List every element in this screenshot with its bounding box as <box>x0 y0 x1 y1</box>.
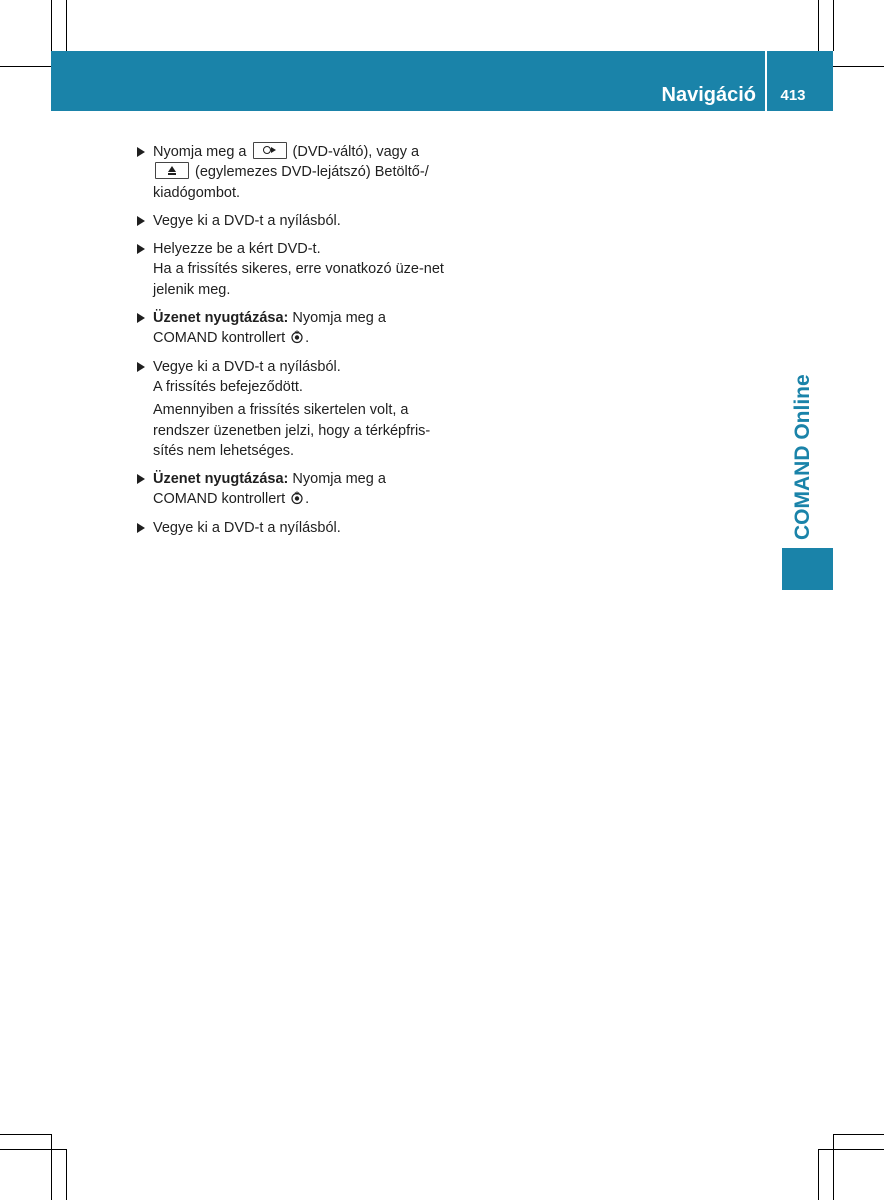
step-text: Vegye ki a DVD-t a nyílásból. <box>153 212 341 229</box>
chapter-label: COMAND Online <box>791 374 814 540</box>
step-item <box>137 211 447 231</box>
crop-mark <box>818 0 819 51</box>
step-text: Nyomja meg a <box>292 471 386 488</box>
crop-mark <box>66 1149 67 1200</box>
step-heading: Üzenet nyugtázása: <box>153 471 289 488</box>
crop-mark <box>0 1149 66 1150</box>
crop-mark <box>0 66 51 67</box>
bullet-arrow-icon <box>137 313 145 323</box>
step-item <box>137 469 447 510</box>
step-item <box>137 357 447 461</box>
step-text: Helyezze be a kért DVD-t. <box>153 241 321 258</box>
controller-press-icon <box>290 491 304 505</box>
step-text: (egylemezes DVD-lejátszó) Betöltő-/ <box>195 164 429 181</box>
step-item <box>137 518 447 538</box>
section-title: Navigáció <box>661 84 756 106</box>
step-item <box>137 308 447 349</box>
step-note: Amennyiben a frissítés sikertelen volt, a rendszer üzenetben jelzi, hogy a térképfris-sítés nem lehetséges. <box>153 402 431 459</box>
crop-mark <box>833 0 834 51</box>
step-text: Vegye ki a DVD-t a nyílásból. <box>153 519 341 536</box>
step-text: COMAND kontrollert <box>153 491 286 508</box>
step-text: . <box>305 330 310 347</box>
crop-mark <box>818 1149 884 1150</box>
step-result: Ha a frissítés sikeres, erre vonatkozó üze-net jelenik meg. <box>153 261 444 298</box>
step-text: Nyomja meg a <box>153 144 247 160</box>
step-text: Vegye ki a DVD-t a nyílásból. <box>153 358 341 375</box>
step-text: kiadógombot. <box>153 184 241 201</box>
step-heading: Üzenet nyugtázása: <box>153 310 289 327</box>
crop-mark <box>818 1149 819 1200</box>
crop-mark <box>833 1134 834 1200</box>
crop-mark <box>51 0 52 51</box>
controller-press-icon <box>290 330 304 344</box>
bullet-arrow-icon <box>137 362 145 372</box>
crop-mark <box>51 1134 52 1200</box>
step-text: (DVD-váltó), vagy a <box>292 144 420 160</box>
page-number: 413 <box>780 87 806 104</box>
crop-mark <box>833 1134 884 1135</box>
bullet-arrow-icon <box>137 216 145 226</box>
bullet-arrow-icon <box>137 523 145 533</box>
bullet-arrow-icon <box>137 474 145 484</box>
step-result: A frissítés befejeződött. <box>153 378 303 395</box>
step-item <box>137 239 447 300</box>
crop-mark <box>66 0 67 51</box>
step-item <box>137 142 447 203</box>
crop-mark <box>833 66 884 67</box>
instruction-list <box>137 142 447 546</box>
header-divider <box>765 51 767 111</box>
eject-icon <box>155 162 189 179</box>
crop-mark <box>0 1134 51 1135</box>
disc-play-icon <box>253 142 287 159</box>
chapter-tab <box>782 548 833 590</box>
step-text: Nyomja meg a <box>292 310 386 327</box>
bullet-arrow-icon <box>137 244 145 254</box>
step-text: COMAND kontrollert <box>153 330 286 347</box>
step-text: . <box>305 491 310 508</box>
bullet-arrow-icon <box>137 147 145 157</box>
